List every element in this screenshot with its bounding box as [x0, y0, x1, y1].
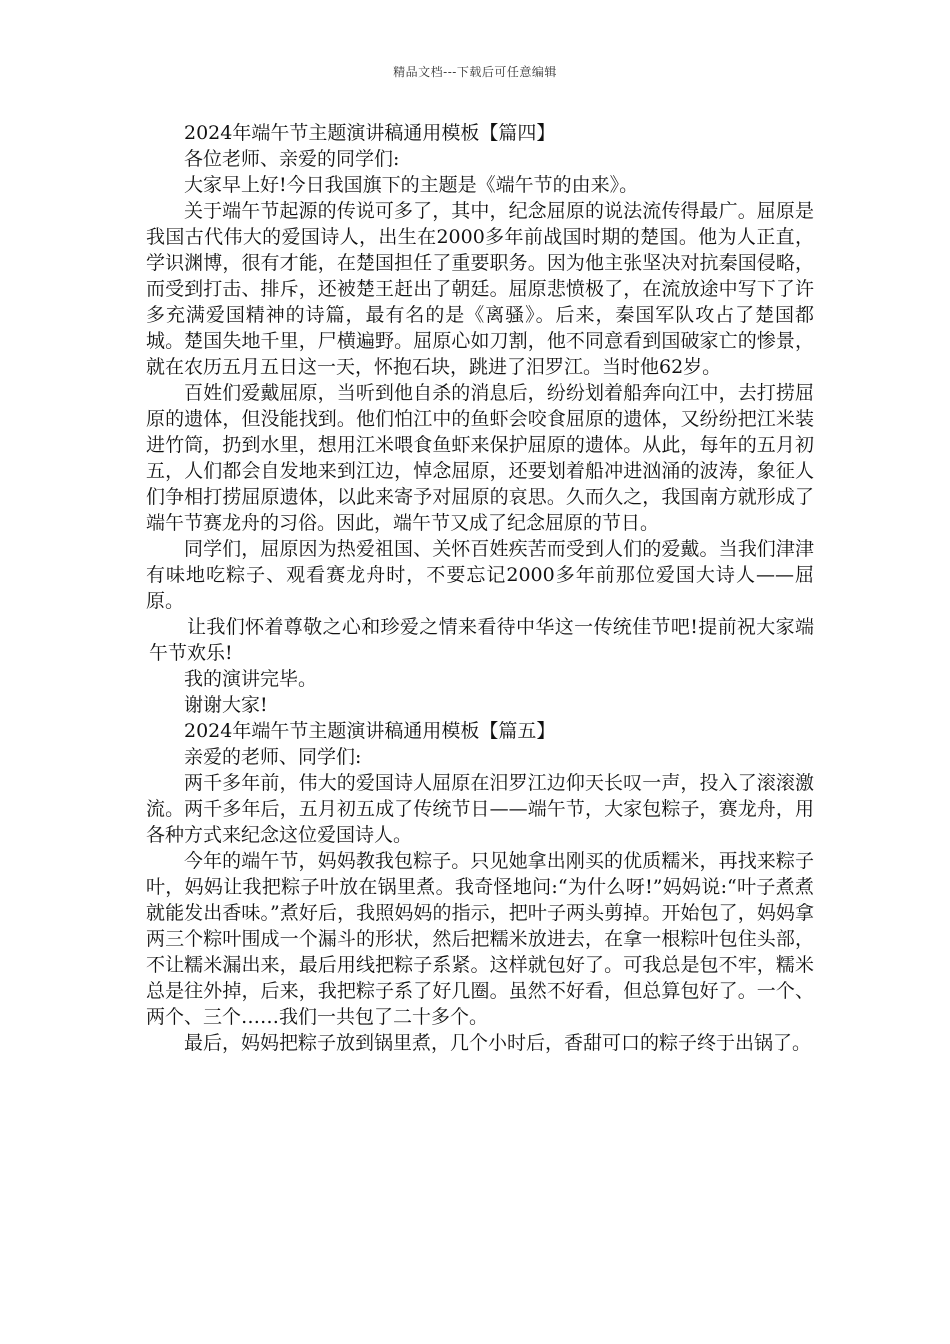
greeting-paragraph: 大家早上好!今日我国旗下的主题是《端午节的由来》。 — [184, 174, 639, 196]
thanks-paragraph: 谢谢大家! — [184, 694, 268, 716]
body-paragraph: 今年的端午节，妈妈教我包粽子。只见她拿出刚买的优质糯米，再找来粽子叶，妈妈让我把粽子叶放在锅里煮。我奇怪地问:“为什么呀!”妈妈说:“叶子煮煮就能发出香味。”煮好后，我照妈妈的指示，把叶子两头剪掉。开始包了，妈妈拿两三个粽叶围成一个漏斗的形状，然后把糯米放进去，在拿一根粽叶包住头部，不让糯米漏出来，最后用线把粽子系紧。这样就包好了。可我总是包不牢，糯米总是往外掉，后来，我把粽子系了好几圈。虽然不好看，但总算包好了。一个、两个、三个……我们一共包了二十多个。 — [146, 850, 814, 1028]
body-paragraph: 同学们，屈原因为热爱祖国、关怀百姓疾苦而受到人们的爱戴。当我们津津有味地吃粽子、观看赛龙舟时，不要忘记2000多年前那位爱国大诗人——屈原。 — [146, 538, 814, 612]
salutation-paragraph: 亲爱的老师、同学们: — [184, 746, 362, 768]
section-title-part-five: 2024年端午节主题演讲稿通用模板【篇五】 — [184, 720, 556, 742]
body-paragraph: 最后，妈妈把粽子放到锅里煮，几个小时后，香甜可口的粽子终于出锅了。 — [184, 1032, 812, 1054]
body-paragraph: 让我们怀着尊敬之心和珍爱之情来看待中华这一传统佳节吧!提前祝大家端午节欢乐! — [149, 616, 814, 664]
body-paragraph: 百姓们爱戴屈原，当听到他自杀的消息后，纷纷划着船奔向江中，去打捞屈原的遗体，但没能找到。他们怕江中的鱼虾会咬食屈原的遗体，又纷纷把江米装进竹筒，扔到水里，想用江米喂食鱼虾来保护屈原的遗体。从此，每年的五月初五，人们都会自发地来到江边，悼念屈原，还要划着船冲进汹涌的波涛，象征人们争相打捞屈原遗体，以此来寄予对屈原的哀思。久而久之，我国南方就形成了端午节赛龙舟的习俗。因此，端午节又成了纪念屈原的节日。 — [146, 382, 814, 534]
body-paragraph: 关于端午节起源的传说可多了，其中，纪念屈原的说法流传得最广。屈原是我国古代伟大的爱国诗人，出生在2000多年前战国时期的楚国。他为人正直，学识渊博，很有才能，在楚国担任了重要职务。因为他主张坚决对抗秦国侵略，而受到打击、排斥，还被楚王赶出了朝廷。屈原悲愤极了，在流放途中写下了许多充满爱国精神的诗篇，最有名的是《离骚》。后来，秦国军队攻占了楚国都城。楚国失地千里，尸横遍野。屈原心如刀割，他不同意看到国破家亡的惨景，就在农历五月五日这一天，怀抱石块，跳进了汨罗江。当时他62岁。 — [146, 200, 814, 378]
body-paragraph: 两千多年前，伟大的爱国诗人屈原在汨罗江边仰天长叹一声，投入了滚滚激流。两千多年后，五月初五成了传统节日——端午节，大家包粽子，赛龙舟，用各种方式来纪念这位爱国诗人。 — [146, 772, 814, 846]
closing-paragraph: 我的演讲完毕。 — [184, 668, 318, 690]
document-body — [146, 120, 814, 1056]
page-header-watermark: 精品文档---下载后可任意编辑 — [393, 65, 557, 79]
salutation-paragraph: 各位老师、亲爱的同学们: — [184, 148, 400, 170]
section-title-part-four: 2024年端午节主题演讲稿通用模板【篇四】 — [184, 122, 556, 144]
